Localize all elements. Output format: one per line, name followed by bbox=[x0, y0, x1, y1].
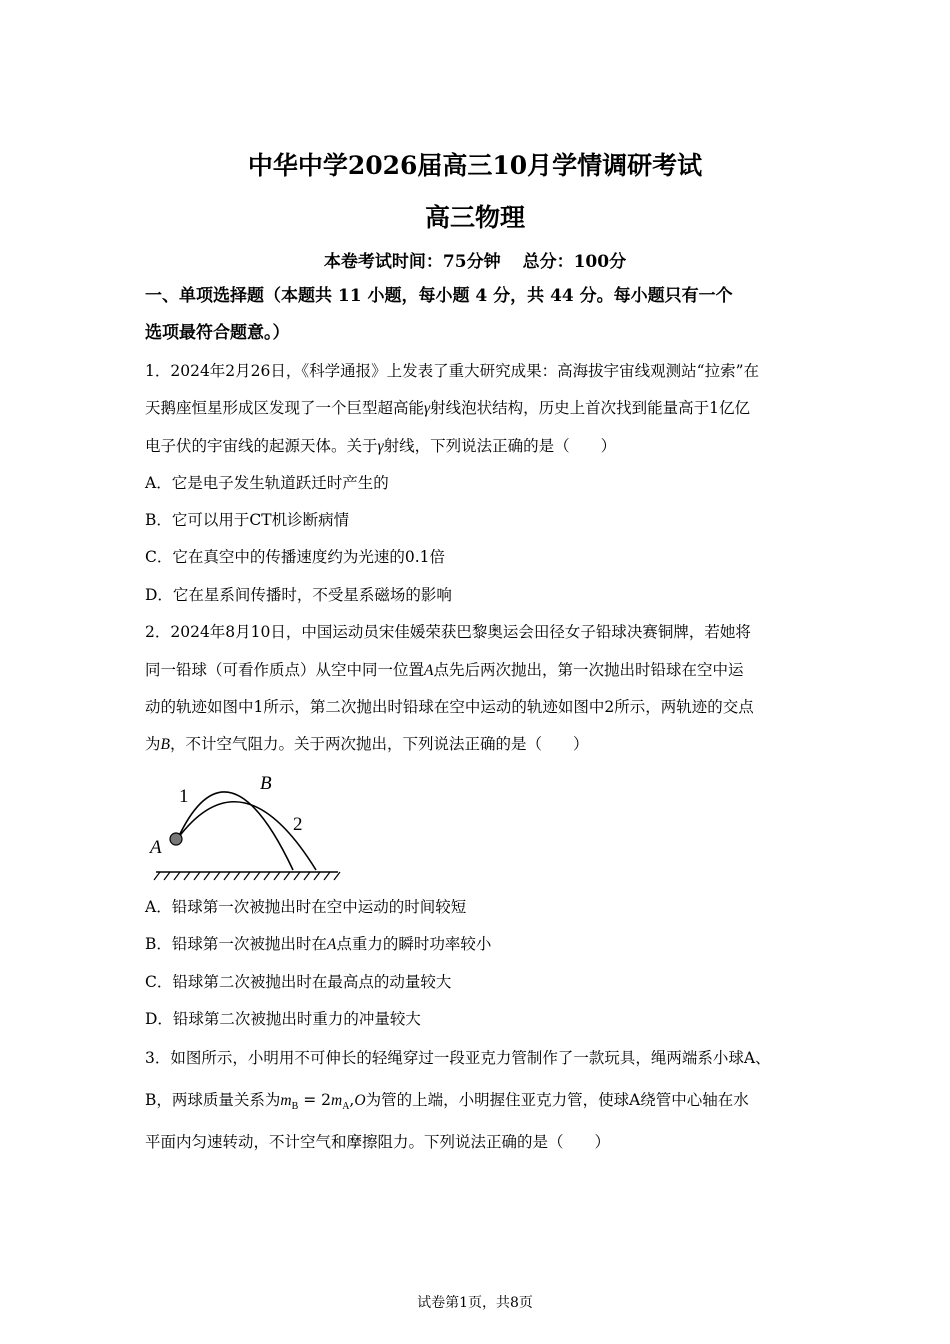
exam-score: 总分：100分 bbox=[522, 252, 627, 272]
q3-line3: 平面内匀速转动，不计空气和摩擦阻力。下列说法正确的是（ ） bbox=[145, 1133, 611, 1151]
point-a-symbol: A bbox=[424, 662, 434, 679]
trajectory-1 bbox=[178, 792, 293, 870]
q1-option-b: B．它可以用于CT机诊断病情 bbox=[145, 511, 350, 529]
q1-line3-a: 电子伏的宇宙线的起源天体。关于 bbox=[145, 437, 378, 455]
q1-line2-a: 天鹅座恒星形成区发现了一个巨型超高能 bbox=[145, 399, 425, 417]
exam-title: 中华中学2026届高三10月学情调研考试 bbox=[247, 151, 703, 180]
q2-option-b bbox=[145, 933, 491, 956]
shot-ball bbox=[170, 833, 182, 845]
ground-hatching bbox=[154, 872, 340, 880]
q2-option-a: A．铅球第一次被抛出时在空中运动的时间较短 bbox=[145, 898, 467, 916]
section-heading-2: 选项最符合题意。） bbox=[145, 323, 290, 343]
mass-equation: = 2 bbox=[298, 1091, 331, 1109]
q3-line1: 3．如图所示，小明用不可伸长的轻绳穿过一段亚克力管制作了一款玩具，绳两端系小球A、 bbox=[145, 1049, 771, 1067]
q3-line2 bbox=[145, 1089, 749, 1118]
label-trajectory-2: 2 bbox=[293, 814, 303, 835]
label-point-a: A bbox=[150, 837, 162, 858]
q2-line4-b: ，不计空气阻力。关于两次抛出，下列说法正确的是（ ） bbox=[169, 735, 589, 753]
label-trajectory-1: 1 bbox=[179, 786, 189, 807]
q2-option-b-b: 点重力的瞬时功率较小 bbox=[336, 935, 492, 953]
q1-option-a: A．它是电子发生轨道跃迁时产生的 bbox=[145, 474, 389, 492]
q2-line4 bbox=[145, 733, 589, 756]
q2-line2-a: 同一铅球（可看作质点）从空中同一位置 bbox=[145, 661, 425, 679]
q2-option-b-a: B．铅球第一次被抛出时在 bbox=[145, 935, 327, 953]
q1-line2-b: 射线泡状结构，历史上首次找到能量高于1亿亿 bbox=[430, 399, 750, 417]
gamma-symbol: γ bbox=[424, 400, 431, 417]
q3-line2-b: 为管的上端，小明握住亚克力管，使球A绕管中心轴在水 bbox=[365, 1091, 749, 1109]
q2-line1: 2．2024年8月10日，中国运动员宋佳媛荣获巴黎奥运会田径女子铅球决赛铜牌，若她将 bbox=[145, 623, 751, 641]
q2-option-c: C．铅球第二次被抛出时在最高点的动量较大 bbox=[145, 973, 452, 991]
q2-option-d: D．铅球第二次被抛出时重力的冲量较大 bbox=[145, 1010, 421, 1028]
mass-comma: , bbox=[349, 1091, 355, 1109]
mass-a: $m_A$ bbox=[330, 1092, 350, 1113]
mass-b: $m_B$ bbox=[280, 1092, 299, 1113]
trajectory-figure bbox=[148, 762, 348, 886]
trajectory-2 bbox=[178, 802, 316, 870]
q1-line3-b: 射线，下列说法正确的是（ ） bbox=[383, 437, 617, 455]
q2-line2-b: 点先后两次抛出，第一次抛出时铅球在空中运 bbox=[433, 661, 744, 679]
exam-info bbox=[0, 247, 950, 272]
q1-line3 bbox=[145, 435, 616, 458]
q3-line2-a: B，两球质量关系为 bbox=[145, 1091, 281, 1109]
gamma-symbol: γ bbox=[377, 438, 384, 455]
point-a-symbol: A bbox=[326, 936, 337, 953]
label-point-b: B bbox=[260, 773, 272, 794]
exam-time: 本卷考试时间：75分钟 bbox=[323, 252, 501, 272]
point-b-symbol: B bbox=[160, 736, 170, 753]
page-footer: 试卷第1页，共8页 bbox=[417, 1295, 533, 1311]
q2-line3: 动的轨迹如图中1所示，第二次抛出时铅球在空中运动的轨迹如图中2所示，两轨迹的交点 bbox=[145, 698, 754, 716]
subject-title: 高三物理 bbox=[424, 203, 525, 232]
point-o-symbol: O bbox=[354, 1092, 366, 1109]
q1-line2 bbox=[145, 397, 750, 420]
q2-line2 bbox=[145, 659, 744, 682]
q2-line4-a: 为 bbox=[145, 735, 161, 753]
q1-line1: 1．2024年2月26日，《科学通报》上发表了重大研究成果：高海拔宇宙线观测站“拉索”在 bbox=[145, 362, 759, 380]
section-heading-1: 一、单项选择题（本题共 11 小题，每小题 4 分，共 44 分。每小题只有一个 bbox=[145, 286, 733, 306]
q1-option-c: C．它在真空中的传播速度约为光速的0.1倍 bbox=[145, 548, 446, 566]
q1-option-d: D．它在星系间传播时，不受星系磁场的影响 bbox=[145, 586, 452, 604]
